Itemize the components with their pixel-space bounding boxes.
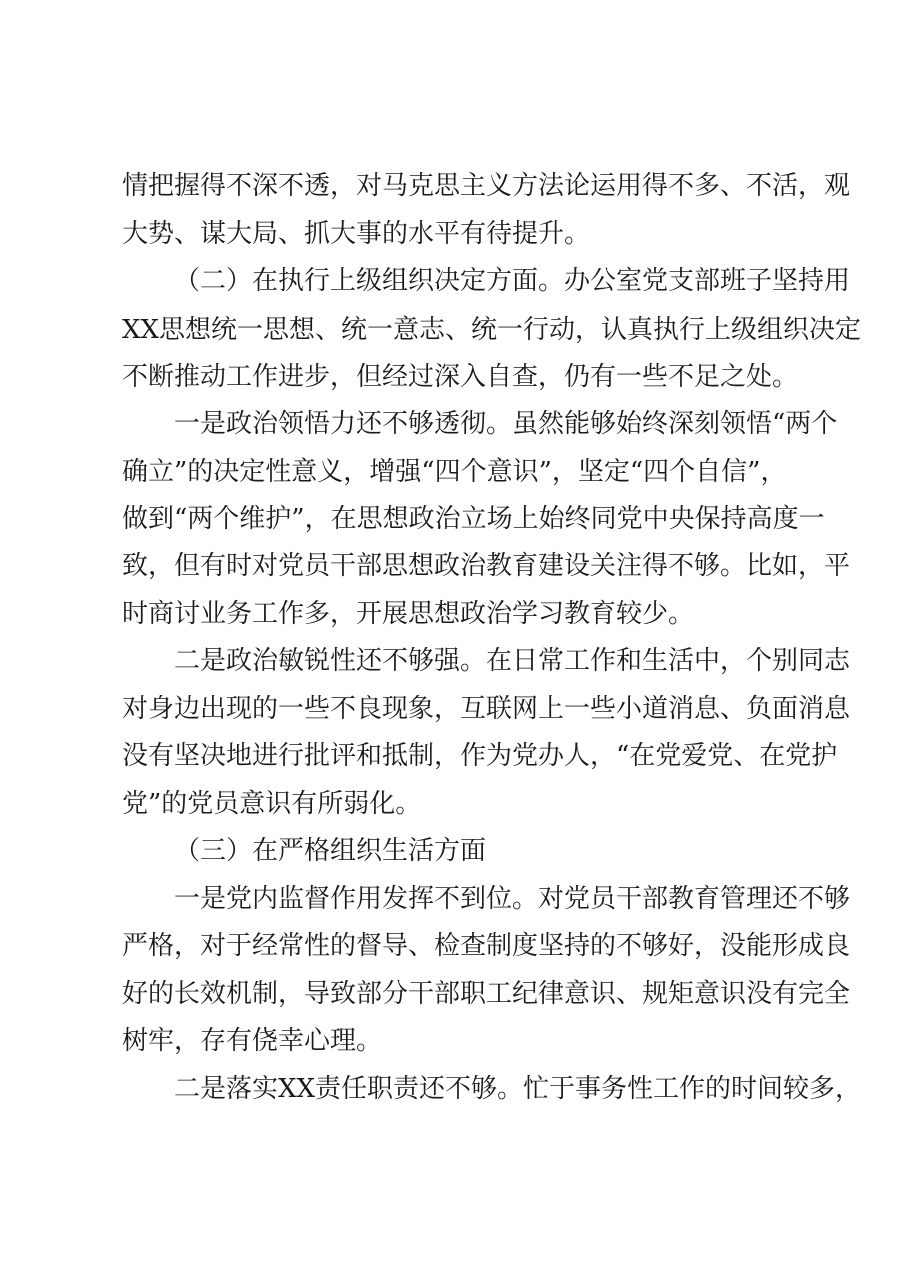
text-line: 对身边出现的一些不良现象，互联网上一些小道消息、负面消息 — [122, 694, 851, 724]
text-line: 做到“两个维护”，在思想政治立场上始终同党中央保持高度一 — [122, 504, 825, 534]
text-line: 不断推动工作进步，但经过深入自查，仍有一些不足之处。 — [122, 362, 799, 392]
text-line: 二是落实XX责任职责还不够。忙于事务性工作的时间较多， — [174, 1074, 862, 1104]
text-line: 致，但有时对党员干部思想政治教育建设关注得不够。比如，平 — [122, 551, 851, 581]
text-line: 好的长效机制，导致部分干部职工纪律意识、规矩意识没有完全 — [122, 979, 851, 1009]
text-line: 情把握得不深不透，对马克思主义方法论运用得不多、不活，观 — [122, 171, 851, 201]
text-line: 确立”的决定性意义，增强“四个意识”，坚定“四个自信”， — [122, 457, 787, 487]
text-line: 没有坚决地进行批评和抵制，作为党办人，“在党爱党、在党护 — [122, 741, 838, 771]
text-line: 一是政治领悟力还不够透彻。虽然能够始终深刻领悟“两个 — [174, 409, 838, 439]
text-line: 大势、谋大局、抓大事的水平有待提升。 — [122, 219, 591, 249]
section-heading: （三）在严格组织生活方面 — [174, 836, 487, 866]
text-line: 党”的党员意识有所弱化。 — [122, 789, 422, 819]
text-line: 一是党内监督作用发挥不到位。对党员干部教育管理还不够 — [174, 884, 851, 914]
section-heading: （二）在执行上级组织决定方面。办公室党支部班子坚持用 — [174, 266, 851, 296]
text-line: 树牢，存有侥幸心理。 — [122, 1026, 383, 1056]
text-line: 严格，对于经常性的督导、检查制度坚持的不够好，没能形成良 — [122, 931, 851, 961]
text-line: 时商讨业务工作多，开展思想政治学习教育较少。 — [122, 599, 695, 629]
text-line: XX思想统一思想、统一意志、统一行动，认真执行上级组织决定 — [122, 315, 862, 345]
text-line: 二是政治敏锐性还不够强。在日常工作和生活中，个别同志 — [174, 646, 851, 676]
